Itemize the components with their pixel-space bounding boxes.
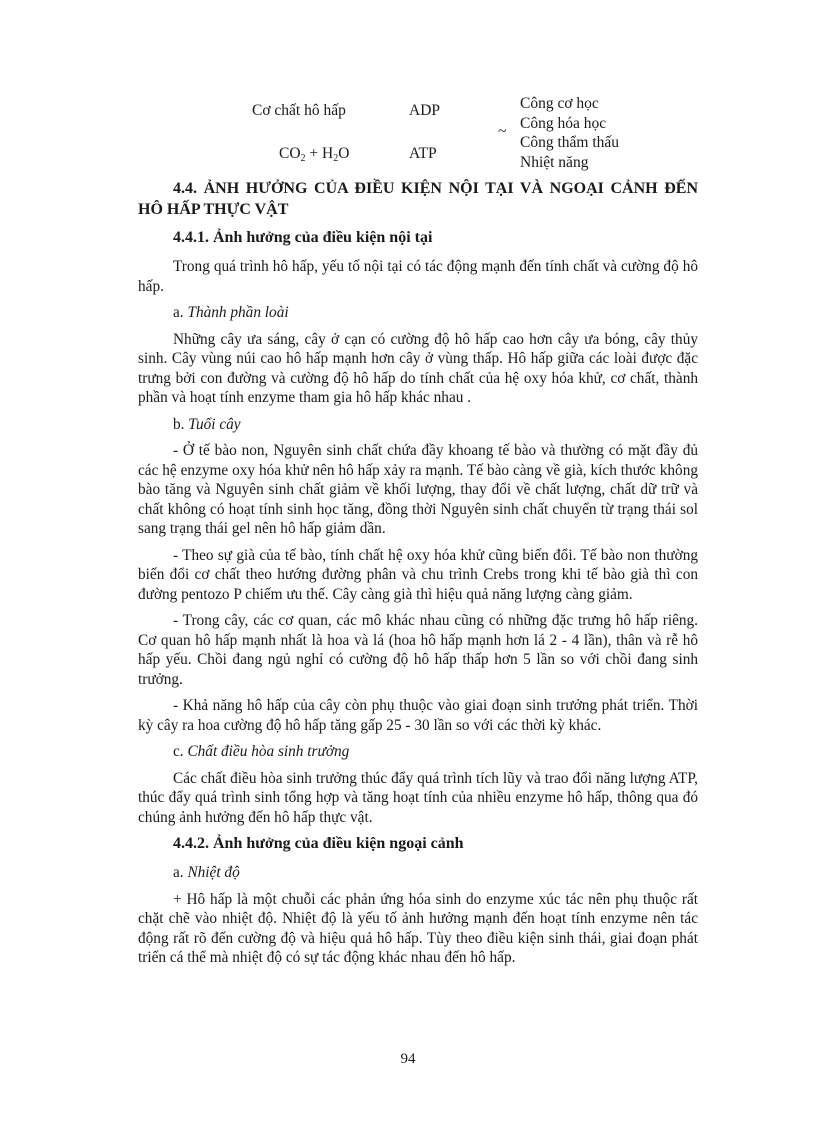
item-label-age: b. Tuổi cây (173, 415, 241, 433)
paragraph-age-2: - Theo sự già của tế bào, tính chất hệ oxy hóa khử cũng biến đổi. Tế bào non thường biến đổi cơ chất theo hướng đường phân và chu trình Crebs trong khi tế bào già thì con đường pentozo P chiếm ưu thế. Cây càng già thì hiệu quả năng lượng càng giảm. (138, 546, 698, 603)
scheme-right-2: Công hóa học (520, 115, 607, 132)
scheme-substrate: Cơ chất hô hấp (252, 102, 346, 119)
paragraph-age-4: - Khả năng hô hấp của cây còn phụ thuộc vào giai đoạn sinh trưởng phát triển. Thời kỳ cây ra hoa cường độ hô hấp tăng gấp 25 - 30 lần so với các thời kỳ khác. (138, 697, 698, 734)
content (138, 90, 698, 975)
page-number: 94 (400, 1051, 416, 1067)
paragraph-age-3: - Trong cây, các cơ quan, các mô khác nhau cũng có những đặc trưng hô hấp riêng. Cơ quan hô hấp mạnh nhất là hoa và lá (hoa hô hấp mạnh hơn lá 2 - 4 lần), thân và rễ hô hấp yếu. Chồi đang ngủ nghỉ có cường độ hô hấp thấp hơn 5 lần so với chồi đang sinh trưởng. (138, 612, 698, 688)
paragraph-age-1: - Ở tế bào non, Nguyên sinh chất chứa đầy khoang tế bào và thường có mặt đầy đủ các hệ enzyme oxy hóa khử nên hô hấp xảy ra mạnh. Tế bào càng về già, kích thước không bào tăng và Nguyên sinh chất giảm về khối lượng, thay đổi về chất lượng, chất dữ trữ và chất không có hoạt tính sinh học tăng, đồng thời Nguyên sinh chất chuyển từ trạng thái sol sang trạng thái gel nên hô hấp giảm dần. (138, 442, 698, 537)
scheme-tilde: ~ (498, 123, 507, 140)
respiration-scheme (138, 90, 698, 178)
scheme-adp: ADP (409, 102, 441, 119)
item-label-species: a. Thành phần loài (173, 304, 289, 321)
scheme-atp: ATP (409, 145, 437, 162)
paragraph-temperature: + Hô hấp là một chuỗi các phản ứng hóa sinh do enzyme xúc tác nên phụ thuộc rất chặt chẽ vào nhiệt độ. Nhiệt độ là yếu tố ảnh hưởng mạnh đến hoạt tính enzyme nên tác động rất rõ đến cường độ và hiệu quả hô hấp. Tùy theo điều kiện sinh thái, giai đoạn phát triển cá thể mà nhiệt độ có sự tác động khác nhau đến hô hấp. (138, 890, 698, 966)
item-label-temperature: a. Nhiệt độ (173, 864, 240, 881)
scheme-right-3: Công thẩm thấu (520, 134, 620, 151)
item-label-regulators: c. Chất điều hòa sinh trưởng (173, 743, 350, 760)
subsection-heading-external: 4.4.2. Ảnh hưởng của điều kiện ngoại cảnh (173, 835, 464, 852)
scheme-right-1: Công cơ học (520, 95, 599, 112)
scheme-right-4: Nhiệt năng (520, 154, 589, 171)
paragraph-species: Những cây ưa sáng, cây ở cạn có cường độ hô hấp cao hơn cây ưa bóng, cây thủy sinh. Cây vùng núi cao hô hấp mạnh hơn cây ở vùng thấp. Hô hấp giữa các loài được đặc trưng bởi con đường và cường độ hô hấp do tính chất của hệ oxy hóa khử, cơ chất, thành phần và hoạt tính enzyme tham gia hô hấp khác nhau . (138, 330, 698, 406)
section-heading: 4.4. ẢNH HƯỞNG CỦA ĐIỀU KIỆN NỘI TẠI VÀ NGOẠI CẢNH ĐẾN HÔ HẤP THỰC VẬT (138, 180, 698, 218)
scheme-products: $CO_2 + H_2O$ (279, 145, 350, 164)
subsection-heading-internal: 4.4.1. Ảnh hưởng của điều kiện nội tại (173, 229, 433, 246)
paragraph-regulators: Các chất điều hòa sinh trưởng thúc đẩy quá trình tích lũy và trao đổi năng lượng ATP, thúc đẩy quá trình sinh tổng hợp và tăng hoạt tính của nhiều enzyme hô hấp, thông qua đó chúng ảnh hưởng đến hô hấp thực vật. (138, 769, 698, 826)
paragraph-intro: Trong quá trình hô hấp, yếu tố nội tại có tác động mạnh đến tính chất và cường độ hô hấp. (138, 258, 698, 295)
